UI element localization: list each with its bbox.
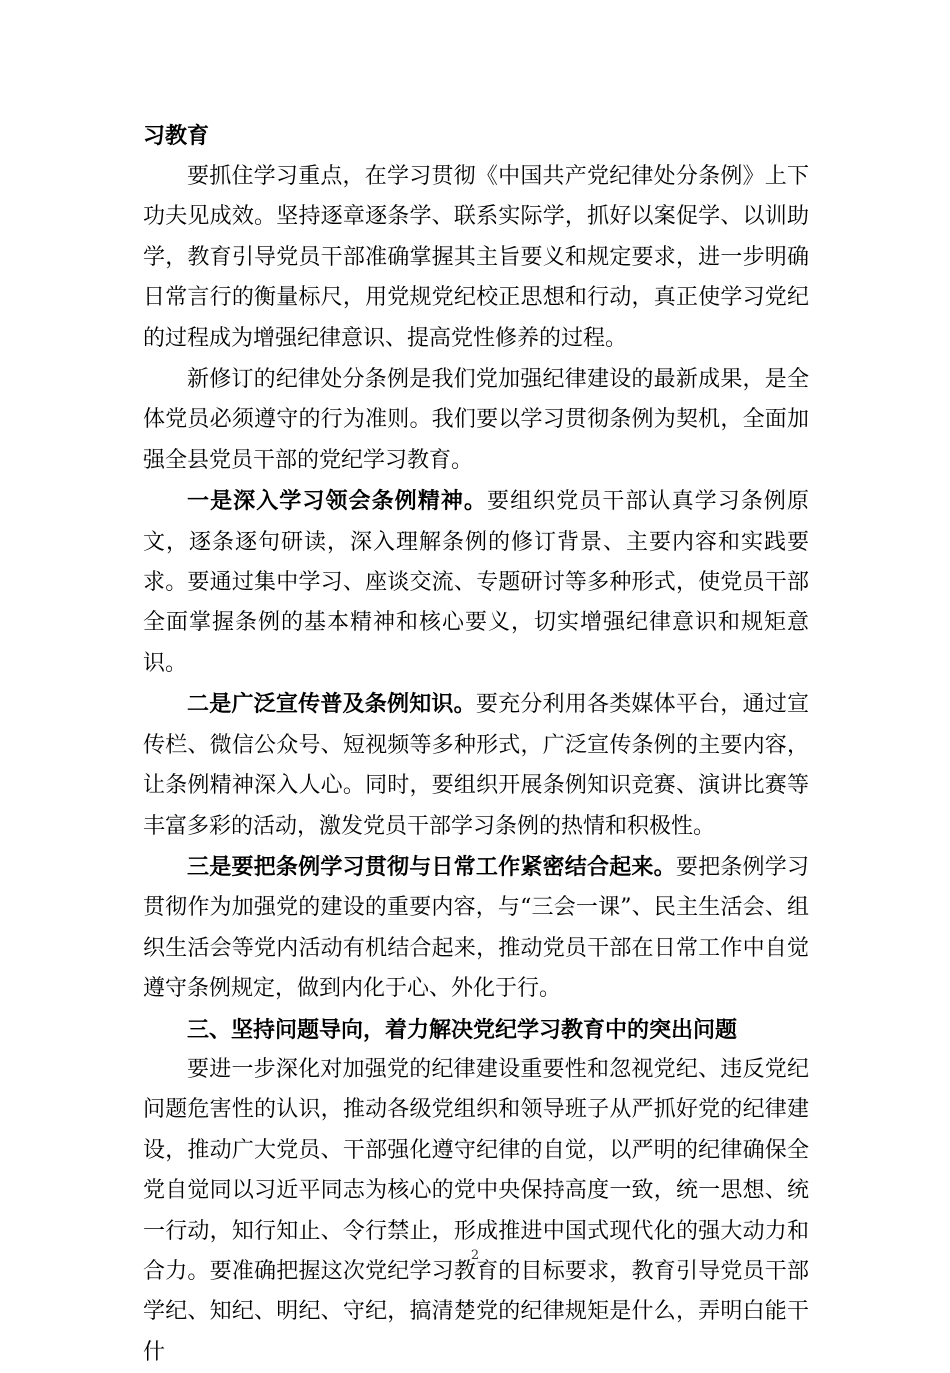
paragraph-5 xyxy=(143,847,809,1010)
paragraph-text: 要抓住学习重点，在学习贯彻《中国共产党纪律处分条例》上下功夫见成效。坚持逐章逐条学、联系实际学，抓好以案促学、以训助学，教育引导党员干部准确掌握其主旨要义和规定要求，进一步明确日常言行的衡量标尺，用党规党纪校正思想和行动，真正使学习党纪的过程成为增强纪律意识、提高党性修养的过程。 xyxy=(143,164,809,351)
paragraph-text: 新修订的纪律处分条例是我们党加强纪律建设的最新成果，是全体党员必须遵守的行为准则。我们要以学习贯彻条例为契机，全面加强全县党员干部的党纪学习教育。 xyxy=(143,367,809,473)
section-heading: 三、坚持问题导向，着力解决党纪学习教育中的突出问题 xyxy=(187,1016,738,1043)
paragraph-text: 要充分利用各类媒体平台，通过宣传栏、微信公众号、短视频等多种形式，广泛宣传条例的主要内容，让条例精神深入人心。同时，要组织开展条例知识竞赛、演讲比赛等丰富多彩的活动，激发党员干部学习条例的热情和积极性。 xyxy=(143,692,809,839)
continued-heading: 习教育 xyxy=(143,123,210,149)
paragraph-lead: 三是要把条例学习贯彻与日常工作紧密结合起来。 xyxy=(187,853,676,880)
page-number: 2 xyxy=(470,1248,480,1263)
paragraph-3 xyxy=(143,481,809,684)
paragraph-text: 要组织党员干部认真学习条例原文，逐条逐句研读，深入理解条例的修订背景、主要内容和实践要求。要通过集中学习、座谈交流、专题研讨等多种形式，使党员干部全面掌握条例的基本精神和核心要义，切实增强纪律意识和规矩意识。 xyxy=(143,489,809,676)
paragraph-6: 要进一步深化对加强党的纪律建设重要性和忽视党纪、违反党纪问题危害性的认识，推动各级党组织和领导班子从严抓好党的纪律建设，推动广大党员、干部强化遵守纪律的自觉，以严明的纪律确保全党自觉同以习近平同志为核心的党中央保持高度一致，统一思想、统一行动，知行知止、令行禁止，形成推进中国式现代化的强大动力和合力。要准确把握这次党纪学习教育的目标要求，教育引导党员干部学纪、知纪、明纪、守纪，搞清楚党的纪律规矩是什么，弄明白能干什 xyxy=(143,1056,809,1365)
paragraph-lead: 一是深入学习领会条例精神。 xyxy=(187,488,487,515)
paragraph-text: 要把条例学习贯彻作为加强党的建设的重要内容，与“三会一课”、民主生活会、组织生活会等党内活动有机结合起来，推动党员干部在日常工作中自觉遵守条例规定，做到内化于心、外化于行。 xyxy=(143,854,809,1002)
document-body xyxy=(143,116,809,1373)
paragraph-2 xyxy=(143,359,809,481)
paragraph-1 xyxy=(143,156,809,359)
paragraph-4 xyxy=(143,684,809,847)
paragraph-lead: 二是广泛宣传普及条例知识。 xyxy=(187,691,476,718)
